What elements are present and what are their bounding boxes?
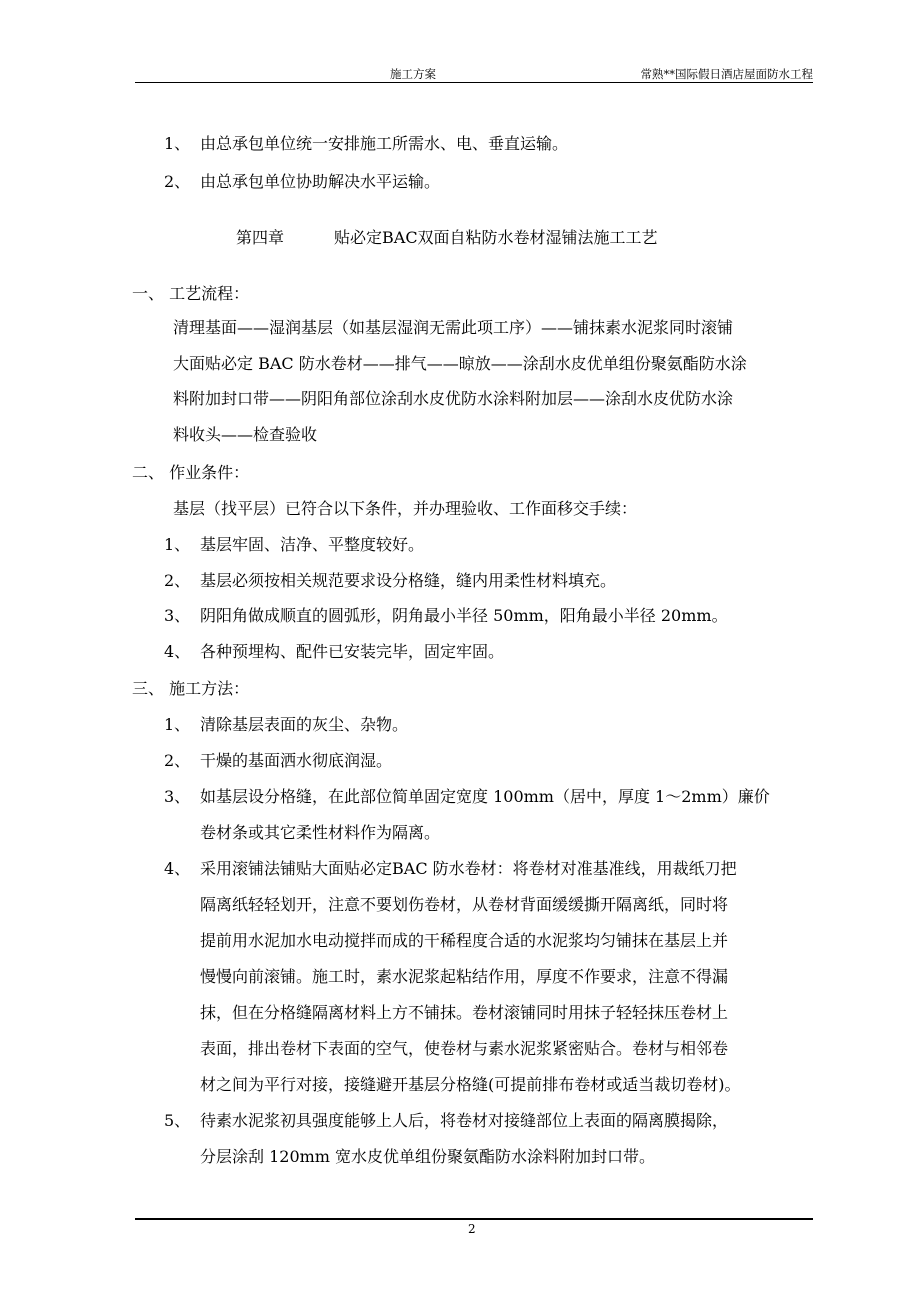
s3-item-4-line-3: 提前用水泥加水电动搅拌而成的干稀程度合适的水泥浆均匀铺抹在基层上并 <box>200 931 729 950</box>
s3-item-2-num: 2、 <box>164 751 191 770</box>
s3-item-3-line-1: 如基层设分格缝，在此部位简单固定宽度 100mm（居中，厚度 1～2mm）廉价 <box>200 787 770 806</box>
s3-item-5-line-2: 分层涂刮 120mm 宽水皮优单组份聚氨酯防水涂料附加封口带。 <box>200 1147 656 1166</box>
s3-item-1-num: 1、 <box>164 715 191 734</box>
s3-item-4-line-5: 抹，但在分格缝隔离材料上方不铺抹。卷材滚铺同时用抹子轻轻抹压卷材上 <box>200 1003 729 1022</box>
s3-item-4-line-7: 材之间为平行对接，接缝避开基层分格缝(可提前排布卷材或适当裁切卷材)。 <box>200 1075 741 1094</box>
s3-item-4-line-6: 表面，排出卷材下表面的空气，使卷材与素水泥浆紧密贴合。卷材与相邻卷 <box>200 1039 729 1058</box>
s3-item-3-line-2: 卷材条或其它柔性材料作为隔离。 <box>200 823 441 842</box>
section-3-heading: 三、 施工方法： <box>132 679 250 698</box>
intro-item-1-num: 1、 <box>164 134 191 153</box>
chapter-label: 第四章 <box>236 228 285 247</box>
s2-lead: 基层（找平层）已符合以下条件，并办理验收、工作面移交手续： <box>173 499 638 518</box>
header-left-title: 施工方案 <box>390 67 436 81</box>
s3-item-2-text: 干燥的基面洒水彻底润湿。 <box>200 751 393 770</box>
s2-item-3-num: 3、 <box>164 606 191 625</box>
s3-item-5-line-1: 待素水泥浆初具强度能够上人后，将卷材对接缝部位上表面的隔离膜揭除， <box>200 1111 729 1130</box>
s3-item-1-text: 清除基层表面的灰尘、杂物。 <box>200 715 409 734</box>
section-2-heading: 二、 作业条件： <box>132 463 250 482</box>
intro-item-1-text: 由总承包单位统一安排施工所需水、电、垂直运输。 <box>200 134 569 153</box>
section-1-heading: 一、 工艺流程： <box>132 284 250 303</box>
chapter-title: 贴必定BAC双面自粘防水卷材湿铺法施工工艺 <box>334 228 658 247</box>
s3-item-5-num: 5、 <box>164 1111 191 1130</box>
s3-item-4-line-4: 慢慢向前滚铺。施工时，素水泥浆起粘结作用，厚度不作要求，注意不得漏 <box>200 967 729 986</box>
s1-line-3: 料附加封口带——阴阳角部位涂刮水皮优防水涂料附加层——涂刮水皮优防水涂 <box>173 389 734 408</box>
s1-line-4: 料收头——检查验收 <box>173 425 318 444</box>
header-right-title: 常熟**国际假日酒店屋面防水工程 <box>640 67 813 81</box>
page-header <box>135 64 813 83</box>
s2-item-2-text: 基层必须按相关规范要求设分格缝，缝内用柔性材料填充。 <box>200 571 617 590</box>
s2-item-1-num: 1、 <box>164 535 191 554</box>
s2-item-4-text: 各种预埋构、配件已安装完毕，固定牢固。 <box>200 642 505 661</box>
s3-item-4-num: 4、 <box>164 859 191 878</box>
s3-item-3-num: 3、 <box>164 787 191 806</box>
s2-item-1-text: 基层牢固、洁净、平整度较好。 <box>200 535 425 554</box>
s1-line-2: 大面贴必定 BAC 防水卷材——排气——晾放——涂刮水皮优单组份聚氨酯防水涂 <box>173 354 747 373</box>
s1-line-1: 清理基面——湿润基层（如基层湿润无需此项工序）——铺抹素水泥浆同时滚铺 <box>173 318 734 337</box>
footer-rule <box>135 1218 813 1220</box>
intro-item-2-num: 2、 <box>164 172 191 191</box>
intro-item-2-text: 由总承包单位协助解决水平运输。 <box>200 172 441 191</box>
s2-item-3-text: 阴阳角做成顺直的圆弧形，阴角最小半径 50mm，阳角最小半径 20mm。 <box>200 606 728 625</box>
page-number: 2 <box>468 1222 476 1236</box>
s2-item-2-num: 2、 <box>164 571 191 590</box>
s3-item-4-line-2: 隔离纸轻轻划开，注意不要划伤卷材，从卷材背面缓缓撕开隔离纸，同时将 <box>200 895 729 914</box>
s3-item-4-line-1: 采用滚铺法铺贴大面贴必定BAC 防水卷材：将卷材对准基准线，用裁纸刀把 <box>200 859 737 878</box>
s2-item-4-num: 4、 <box>164 642 191 661</box>
